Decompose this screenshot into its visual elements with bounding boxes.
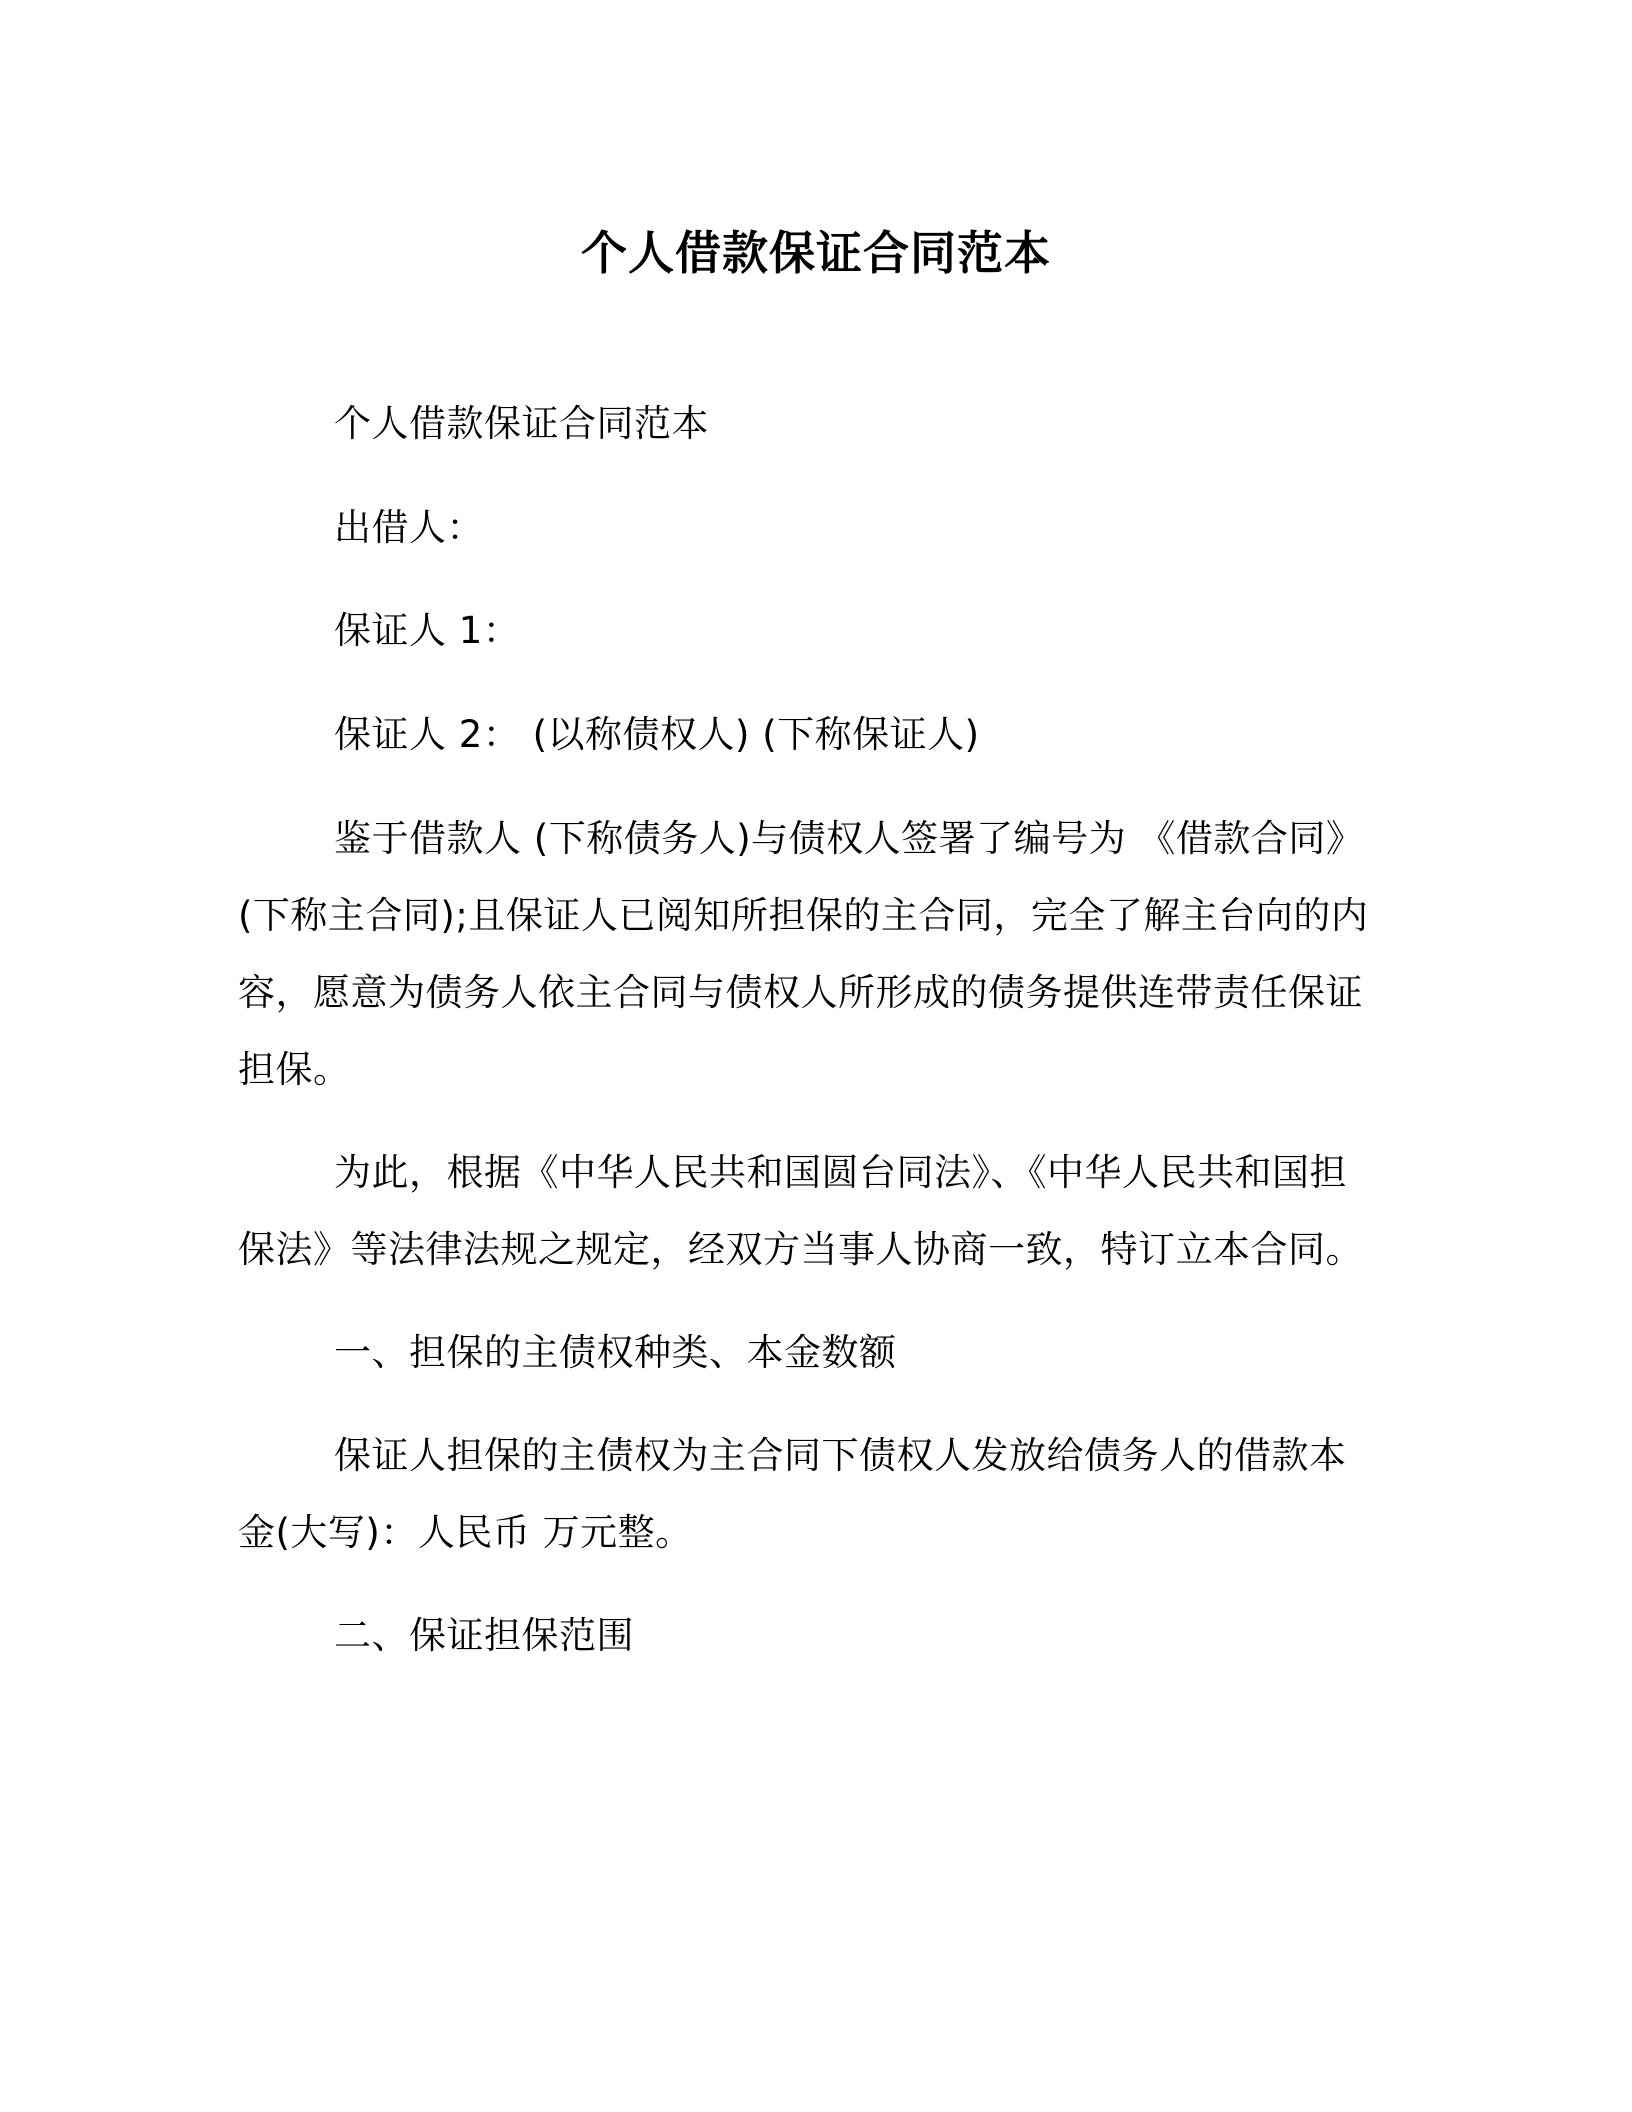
section-1-text: 保证人担保的主债权为主合同下债权人发放给债务人的借款本金(大写)：人民币 万元整。 (238, 1434, 1347, 1554)
guarantor-1-line: 保证人 1： (334, 609, 521, 652)
legal-basis-paragraph: 为此，根据《中华人民共和国圆台同法》、《中华人民共和国担保法》等法律法规之规定，经双方当事人协商一致，特订立本合同。 (238, 1151, 1363, 1271)
section-2-heading: 二、保证担保范围 (334, 1614, 634, 1657)
lender-line: 出借人： (334, 506, 484, 549)
section-1-heading: 一、担保的主债权种类、本金数额 (334, 1331, 897, 1374)
guarantor-2-line: 保证人 2： (以称债权人) (下称保证人) (334, 713, 980, 756)
document-title: 个人借款保证合同范本 (581, 226, 1051, 280)
recital-paragraph: 鉴于借款人 (下称债务人)与债权人签署了编号为 《借款合同》(下称主合同);且保证人已阅知所担保的主合同，完全了解主台向的内容，愿意为债务人依主合同与债权人所形成的债务提供连带责任保证担保。 (238, 817, 1369, 1091)
subtitle-line: 个人借款保证合同范本 (334, 402, 709, 445)
